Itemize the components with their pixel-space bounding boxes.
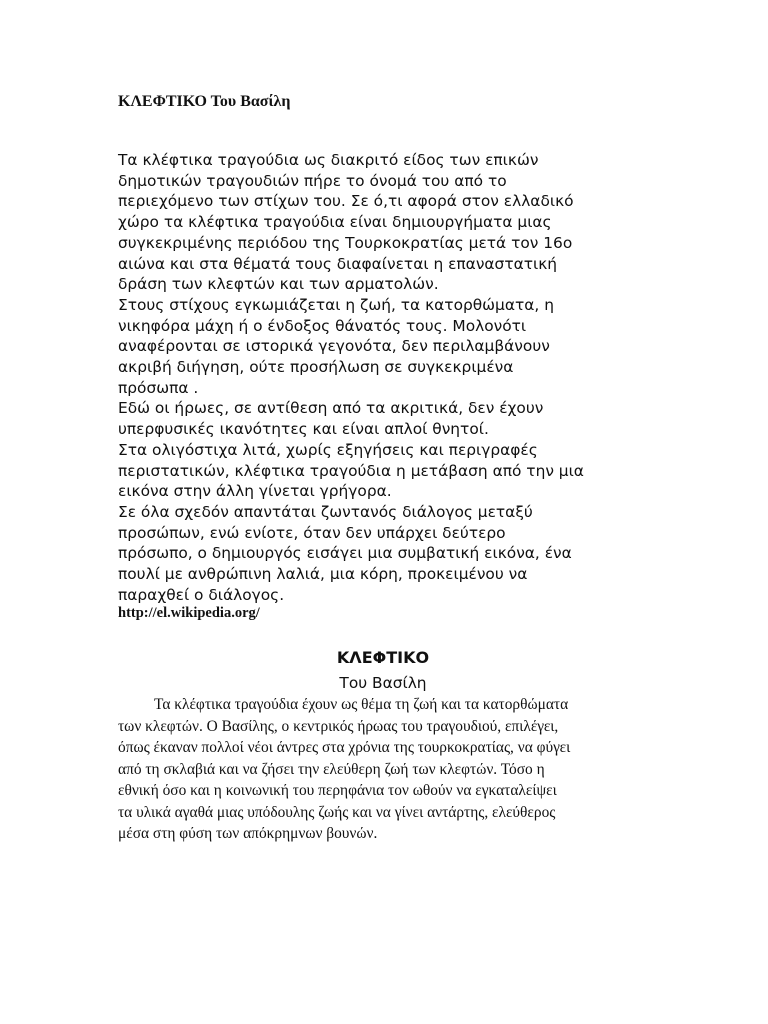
- body-line: ακριβή διήγηση, ούτε προσήλωση σε συγκεκριμένα: [118, 358, 514, 377]
- body-line: Εδώ οι ήρωες, σε αντίθεση από τα ακριτικά, δεν έχουν: [118, 399, 544, 418]
- body-line: νικηφόρα μάχη ή ο ένδοξος θάνατός τους. Μολονότι: [118, 316, 527, 335]
- body-line: Στα ολιγόστιχα λιτά, χωρίς εξηγήσεις και περιγραφές: [118, 440, 538, 459]
- document-title: ΚΛΕΦΤΙΚΟ Του Βασίλη: [118, 93, 291, 110]
- body-line: δράση των κλεφτών και των αρματολών.: [118, 275, 439, 294]
- body-line: πρόσωπα .: [118, 378, 199, 397]
- section-title: ΚΛΕΦΤΙΚΟ: [336, 648, 430, 667]
- section-subtitle: Του Βασίλη: [339, 674, 427, 692]
- summary-line: από τη σκλαβιά και να ζήσει την ελεύθερη ζωή των κλεφτών. Τόσο η: [118, 760, 545, 778]
- body-line: χώρο τα κλέφτικα τραγούδια είναι δημιουργήματα μιας: [118, 213, 552, 232]
- body-line: Σε όλα σχεδόν απαντάται ζωντανός διάλογος μεταξύ: [118, 502, 533, 521]
- body-line: προσώπων, ενώ ενίοτε, όταν δεν υπάρχει δεύτερο: [118, 523, 506, 542]
- summary-line: μέσα στη φύση των απόκρημνων βουνών.: [118, 825, 378, 842]
- summary-text: [118, 694, 648, 845]
- summary-line: των κλεφτών. Ο Βασίλης, ο κεντρικός ήρωας του τραγουδιού, επιλέγει,: [118, 717, 559, 735]
- body-line: παραχθεί ο διάλογος.: [118, 585, 285, 604]
- body-line: συγκεκριμένης περιόδου της Τουρκοκρατίας μετά τον 16ο: [118, 233, 573, 252]
- body-line: εικόνα στην άλλη γίνεται γρήγορα.: [118, 482, 392, 501]
- summary-line: τα υλικά αγαθά μιας υπόδουλης ζωής και να γίνει αντάρτης, ελεύθερος: [118, 803, 556, 821]
- body-line: αιώνα και στα θέματά τους διαφαίνεται η επαναστατική: [118, 254, 558, 273]
- body-line: περιεχόμενο των στίχων του. Σε ό,τι αφορά στον ελλαδικό: [118, 192, 574, 211]
- body-line: υπερφυσικές ικανότητες και είναι απλοί θνητοί.: [118, 420, 489, 439]
- body-line: Στους στίχους εγκωμιάζεται η ζωή, τα κατορθώματα, η: [118, 295, 554, 314]
- body-line: δημοτικών τραγουδιών πήρε το όνομά του από το: [118, 171, 507, 190]
- summary-line: Τα κλέφτικα τραγούδια έχουν ως θέμα τη ζωή και τα κατορθώματα: [154, 696, 569, 713]
- body-text: [118, 150, 648, 605]
- body-line: περιστατικών, κλέφτικα τραγούδια η μετάβαση από την μια: [118, 461, 584, 480]
- summary-line: εθνική όσο και η κοινωνική του περηφάνια τον ωθούν να εγκαταλείψει: [118, 782, 557, 799]
- body-line: πρόσωπο, ο δημιουργός εισάγει μια συμβατική εικόνα, ένα: [118, 544, 572, 563]
- source-link[interactable]: http://el.wikipedia.org/: [118, 605, 260, 621]
- body-line: αναφέρονται σε ιστορικά γεγονότα, δεν περιλαμβάνουν: [118, 337, 550, 356]
- summary-line: όπως έκαναν πολλοί νέοι άντρες στα χρόνια της τουρκοκρατίας, να φύγει: [118, 739, 571, 756]
- body-line: πουλί με ανθρώπινη λαλιά, μια κόρη, προκειμένου να: [118, 565, 528, 584]
- body-line: Τα κλέφτικα τραγούδια ως διακριτό είδος των επικών: [118, 151, 539, 169]
